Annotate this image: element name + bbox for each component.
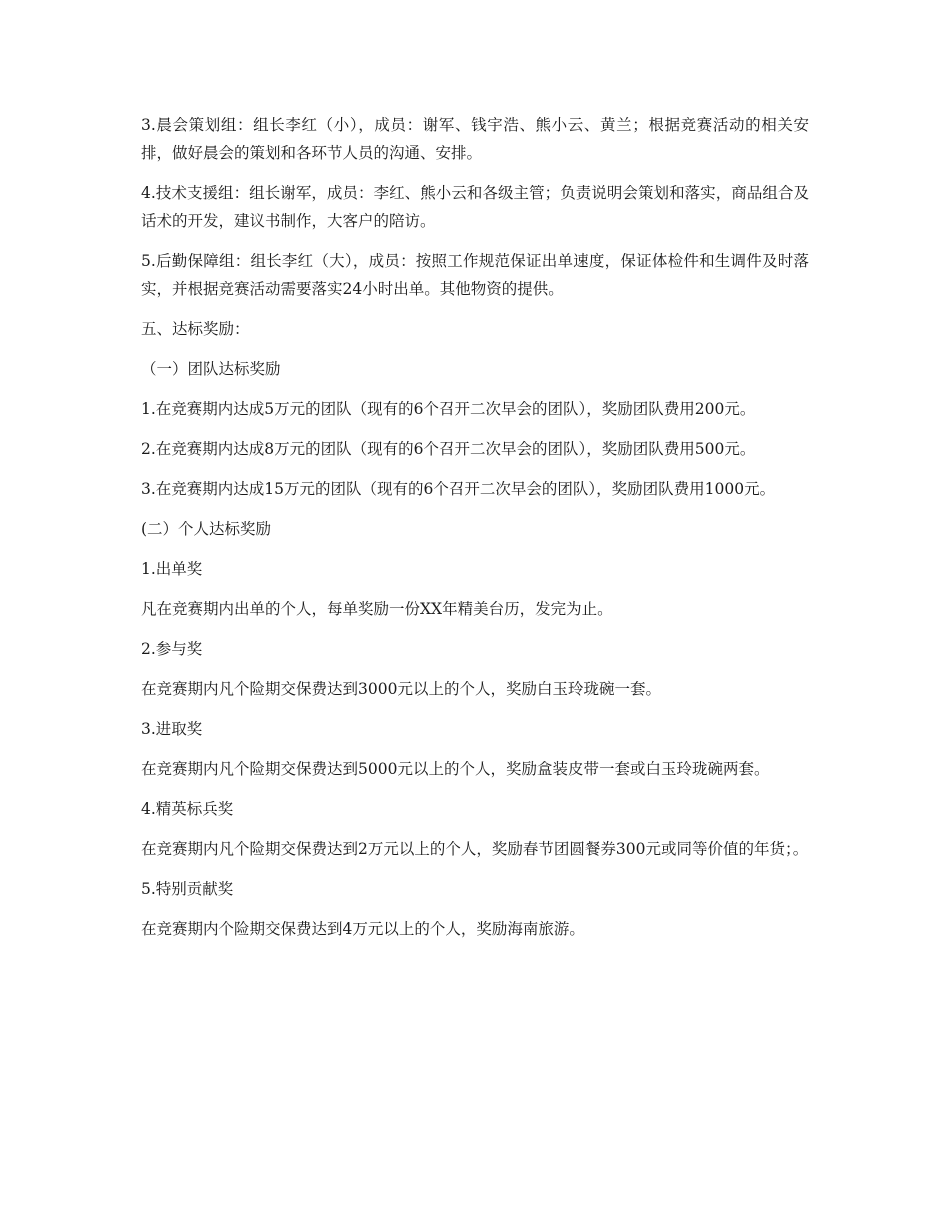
award-desc-progress: 在竞赛期内凡个险期交保费达到5000元以上的个人，奖励盒装皮带一套或白玉玲珑碗两套。 — [141, 760, 770, 778]
paragraph-tech-support-team: 4.技术支援组：组长谢军，成员：李红、熊小云和各级主管；负责说明会策划和落实，商品组合及话术的开发，建议书制作，大客户的陪访。 — [141, 184, 809, 230]
document-body — [141, 111, 809, 955]
paragraph-morning-meeting-team: 3.晨会策划组：组长李红（小），成员：谢军、钱宇浩、熊小云、黄兰；根据竞赛活动的相关安排，做好晨会的策划和各环节人员的沟通、安排。 — [141, 116, 809, 162]
award-desc-issuance: 凡在竞赛期内出单的个人，每单奖励一份XX年精美台历，发完为止。 — [141, 600, 613, 618]
section-heading-rewards: 五、达标奖励： — [141, 320, 250, 338]
award-desc-participation: 在竞赛期内凡个险期交保费达到3000元以上的个人，奖励白玉玲珑碗一套。 — [141, 680, 661, 698]
subheading-individual-rewards: (二）个人达标奖励 — [141, 520, 272, 538]
award-desc-special-contribution: 在竞赛期内个险期交保费达到4万元以上的个人，奖励海南旅游。 — [141, 920, 585, 938]
award-title-progress: 3.进取奖 — [141, 720, 203, 738]
award-title-special-contribution: 5.特别贡献奖 — [141, 880, 234, 898]
award-title-issuance: 1.出单奖 — [141, 560, 203, 578]
paragraph-team-reward-3: 3.在竞赛期内达成15万元的团队（现有的6个召开二次早会的团队），奖励团队费用1000元。 — [141, 480, 776, 498]
award-desc-elite: 在竞赛期内凡个险期交保费达到2万元以上的个人，奖励春节团圆餐券300元或同等价值的年货；。 — [141, 840, 809, 858]
award-title-elite: 4.精英标兵奖 — [141, 800, 234, 818]
award-title-participation: 2.参与奖 — [141, 640, 203, 658]
paragraph-logistics-team: 5.后勤保障组：组长李红（大），成员：按照工作规范保证出单速度，保证体检件和生调件及时落实，并根据竞赛活动需要落实24小时出单。其他物资的提供。 — [141, 252, 809, 298]
subheading-team-rewards: （一）团队达标奖励 — [141, 360, 281, 378]
paragraph-team-reward-1: 1.在竞赛期内达成5万元的团队（现有的6个召开二次早会的团队），奖励团队费用200元。 — [141, 400, 756, 418]
paragraph-team-reward-2: 2.在竞赛期内达成8万元的团队（现有的6个召开二次早会的团队），奖励团队费用500元。 — [141, 440, 756, 458]
